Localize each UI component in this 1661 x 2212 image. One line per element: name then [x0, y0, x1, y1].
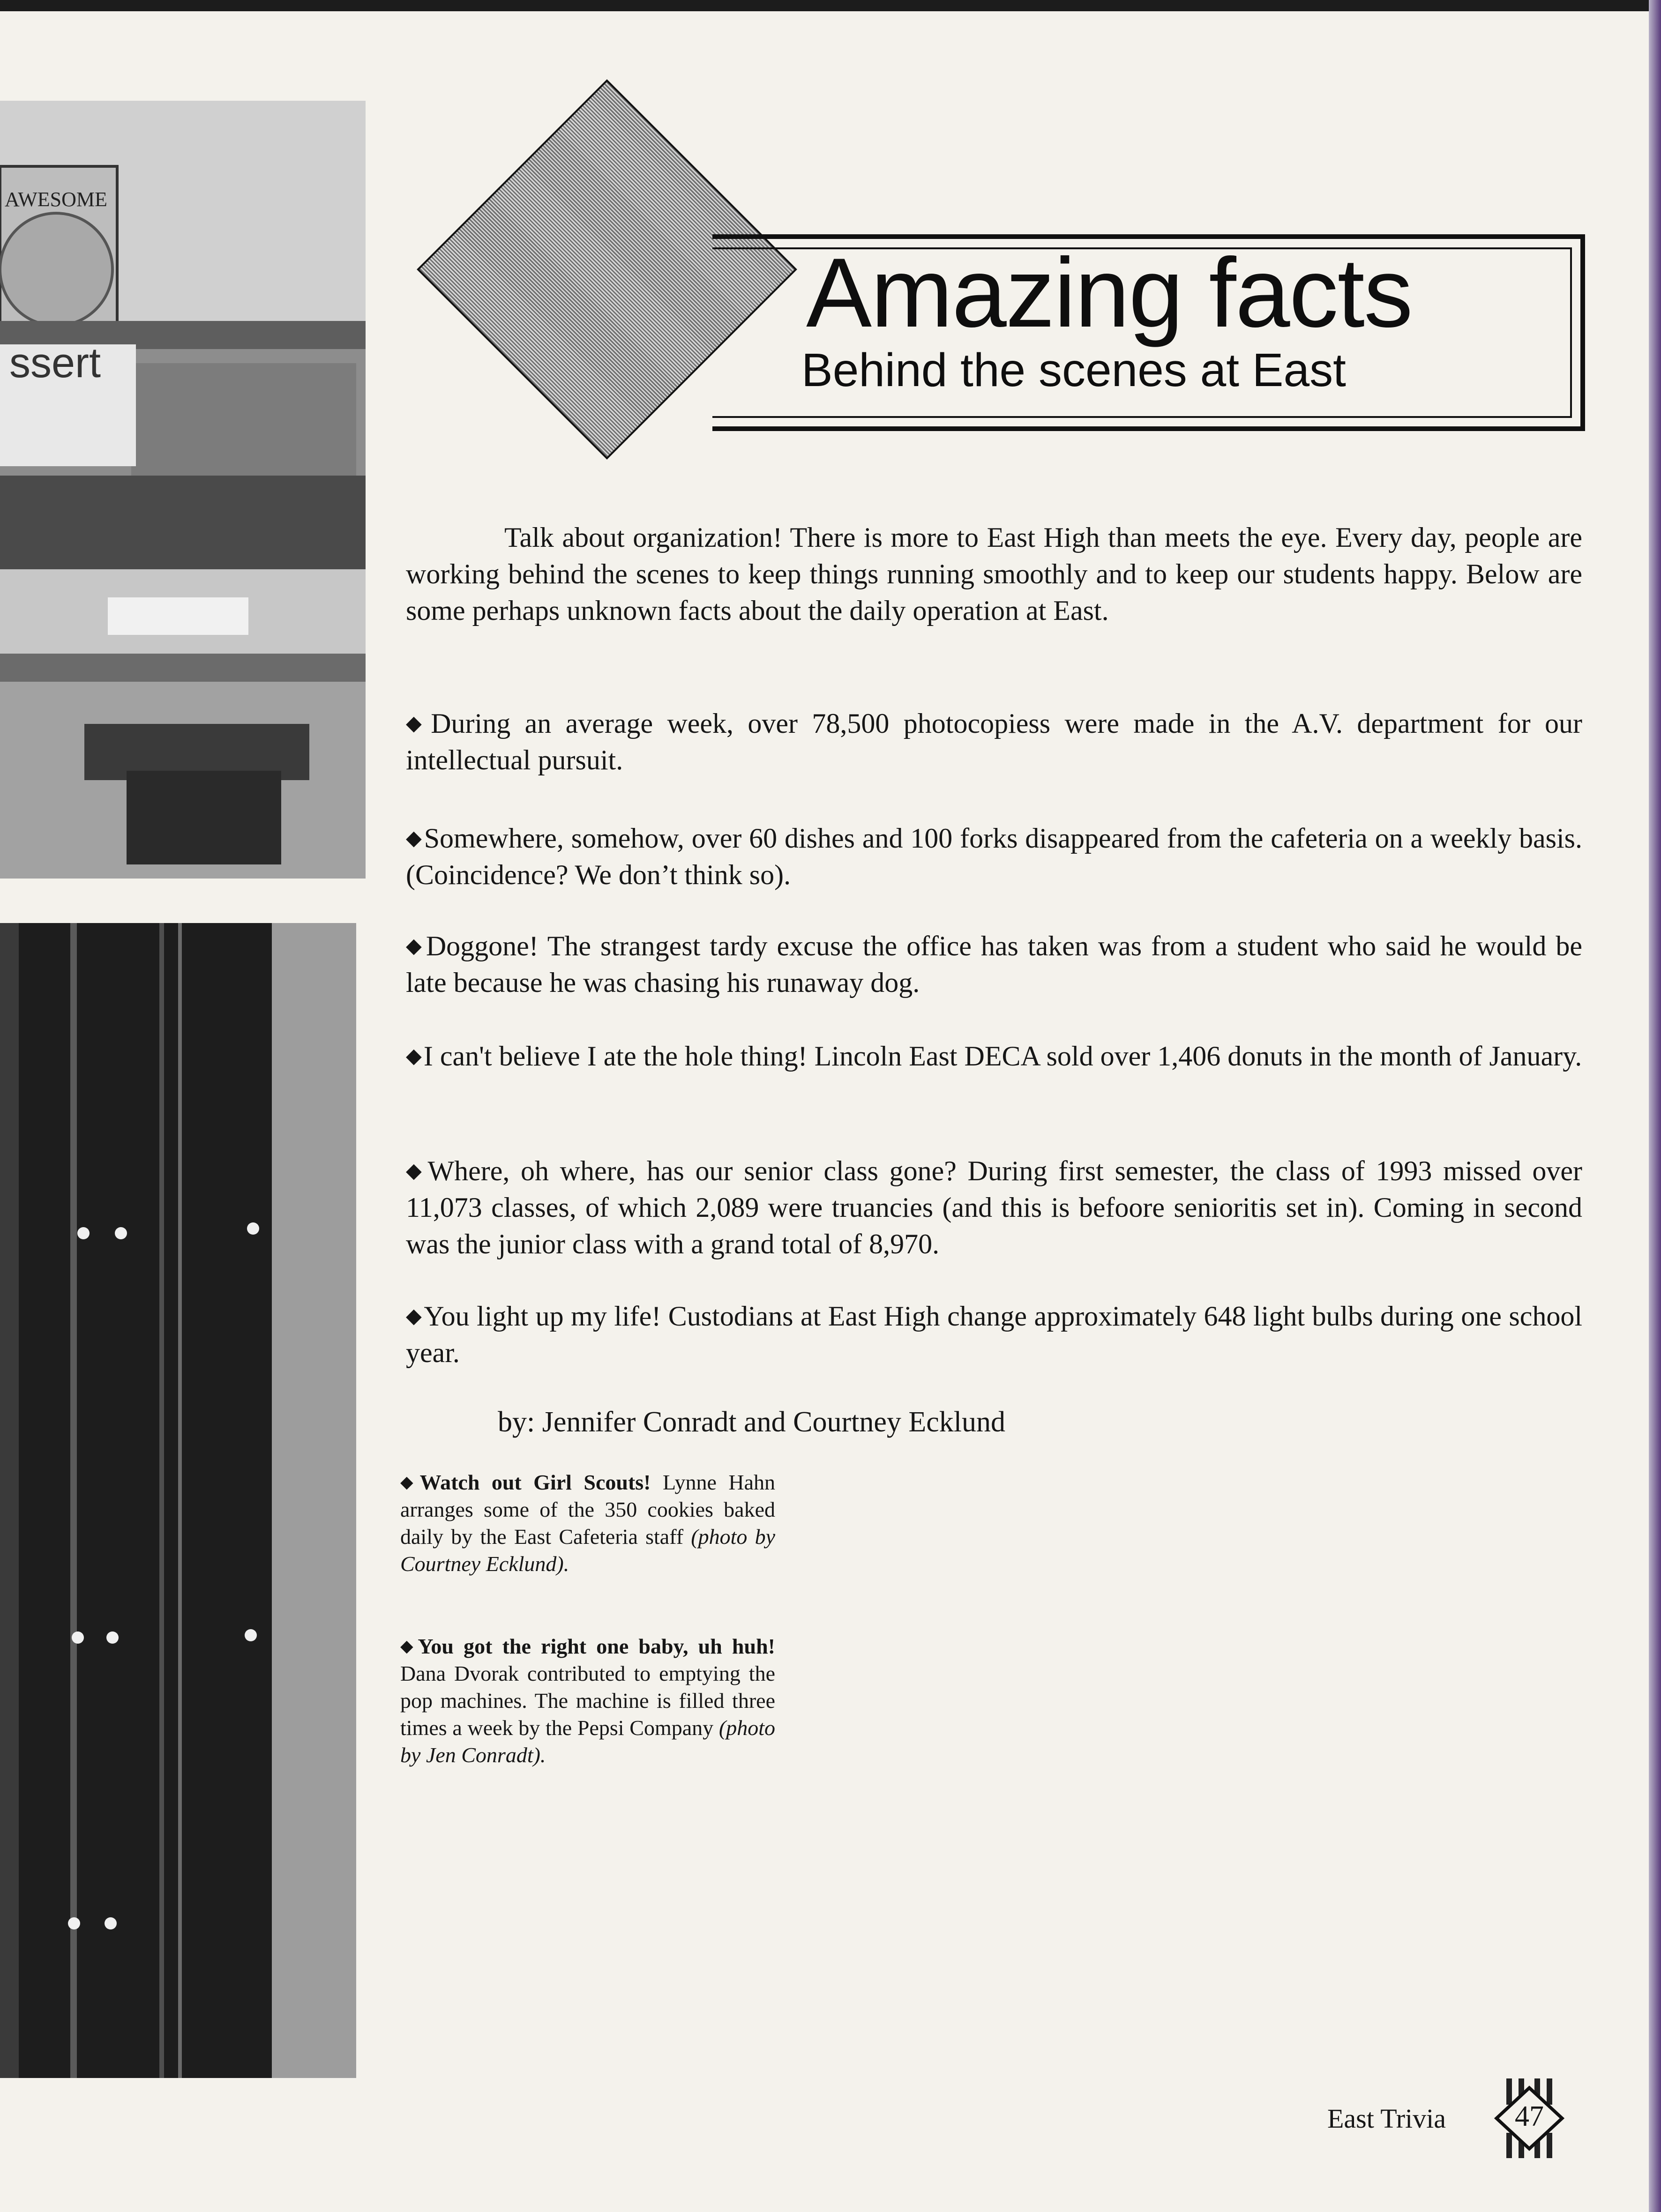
fact-item: ◆Where, oh where, has our senior class gone? During first semester, the class of 1993 missed over 11,073 classes, of which 2,089 were truancies (and this is befoore senioritis set in). Coming in second was the junior class with a grand total of 8,970. — [406, 1155, 1582, 1259]
section-label: East Trivia — [1327, 2103, 1446, 2134]
page-title: Amazing facts — [806, 238, 1412, 348]
photo-caption: ◆You got the right one baby, uh huh! Dana Dvorak contributed to emptying the pop machines. The machine is filled three times a week by the Pepsi Company (photo by Jen Conradt). — [400, 1634, 776, 1767]
page-number: 47 — [1515, 2100, 1544, 2132]
diamond-bullet-icon: ◆ — [406, 1044, 422, 1068]
diamond-bullet-icon: ◆ — [406, 711, 429, 735]
svg-text:ssert: ssert — [9, 340, 101, 387]
fact-item: ◆Doggone! The strangest tardy excuse the office has taken was from a student who said he would be late because he was chasing his runaway dog. — [406, 931, 1582, 998]
diamond-bullet-icon: ◆ — [400, 1473, 420, 1492]
article-byline: by: Jennifer Conradt and Courtney Ecklund — [498, 1406, 1006, 1438]
diamond-bullet-icon: ◆ — [406, 1304, 422, 1328]
diamond-bullet-icon: ◆ — [406, 1159, 426, 1183]
photo-caption: ◆Watch out Girl Scouts! Lynne Hahn arranges some of the 350 cookies baked daily by the East Cafeteria staff (photo by Courtney Ecklund). — [400, 1470, 776, 1576]
page-top-rule — [0, 0, 1661, 11]
diamond-bullet-icon: ◆ — [406, 826, 422, 850]
article-intro: Talk about organization! There is more to East High than meets the eye. Every day, people are working behind the scenes to keep things running smoothly and to keep our students happy. Below are some perhaps unknown facts about the daily operation at East. — [406, 522, 1582, 626]
fact-item: ◆Somewhere, somehow, over 60 dishes and 100 forks disappeared from the cafeteria on a weekly basis. (Coincidence? We don’t think so). — [406, 823, 1582, 890]
page-subtitle: Behind the scenes at East — [801, 344, 1346, 396]
page-right-edge — [1649, 0, 1661, 2212]
fact-item: ◆I can't believe I ate the hole thing! Lincoln East DECA sold over 1,406 donuts in the month of January. — [406, 1041, 1582, 1072]
fact-item: ◆You light up my life! Custodians at East High change approximately 648 light bulbs during one school year. — [406, 1301, 1582, 1368]
diamond-bullet-icon: ◆ — [400, 1637, 418, 1656]
svg-text:AWESOME: AWESOME — [5, 188, 107, 211]
cafeteria-photo — [0, 101, 366, 879]
diamond-bullet-icon: ◆ — [406, 934, 424, 958]
pop-machine-photo — [0, 923, 356, 2078]
fact-item: ◆During an average week, over 78,500 photocopiess were made in the A.V. department for our intellectual pursuit. — [406, 708, 1582, 775]
